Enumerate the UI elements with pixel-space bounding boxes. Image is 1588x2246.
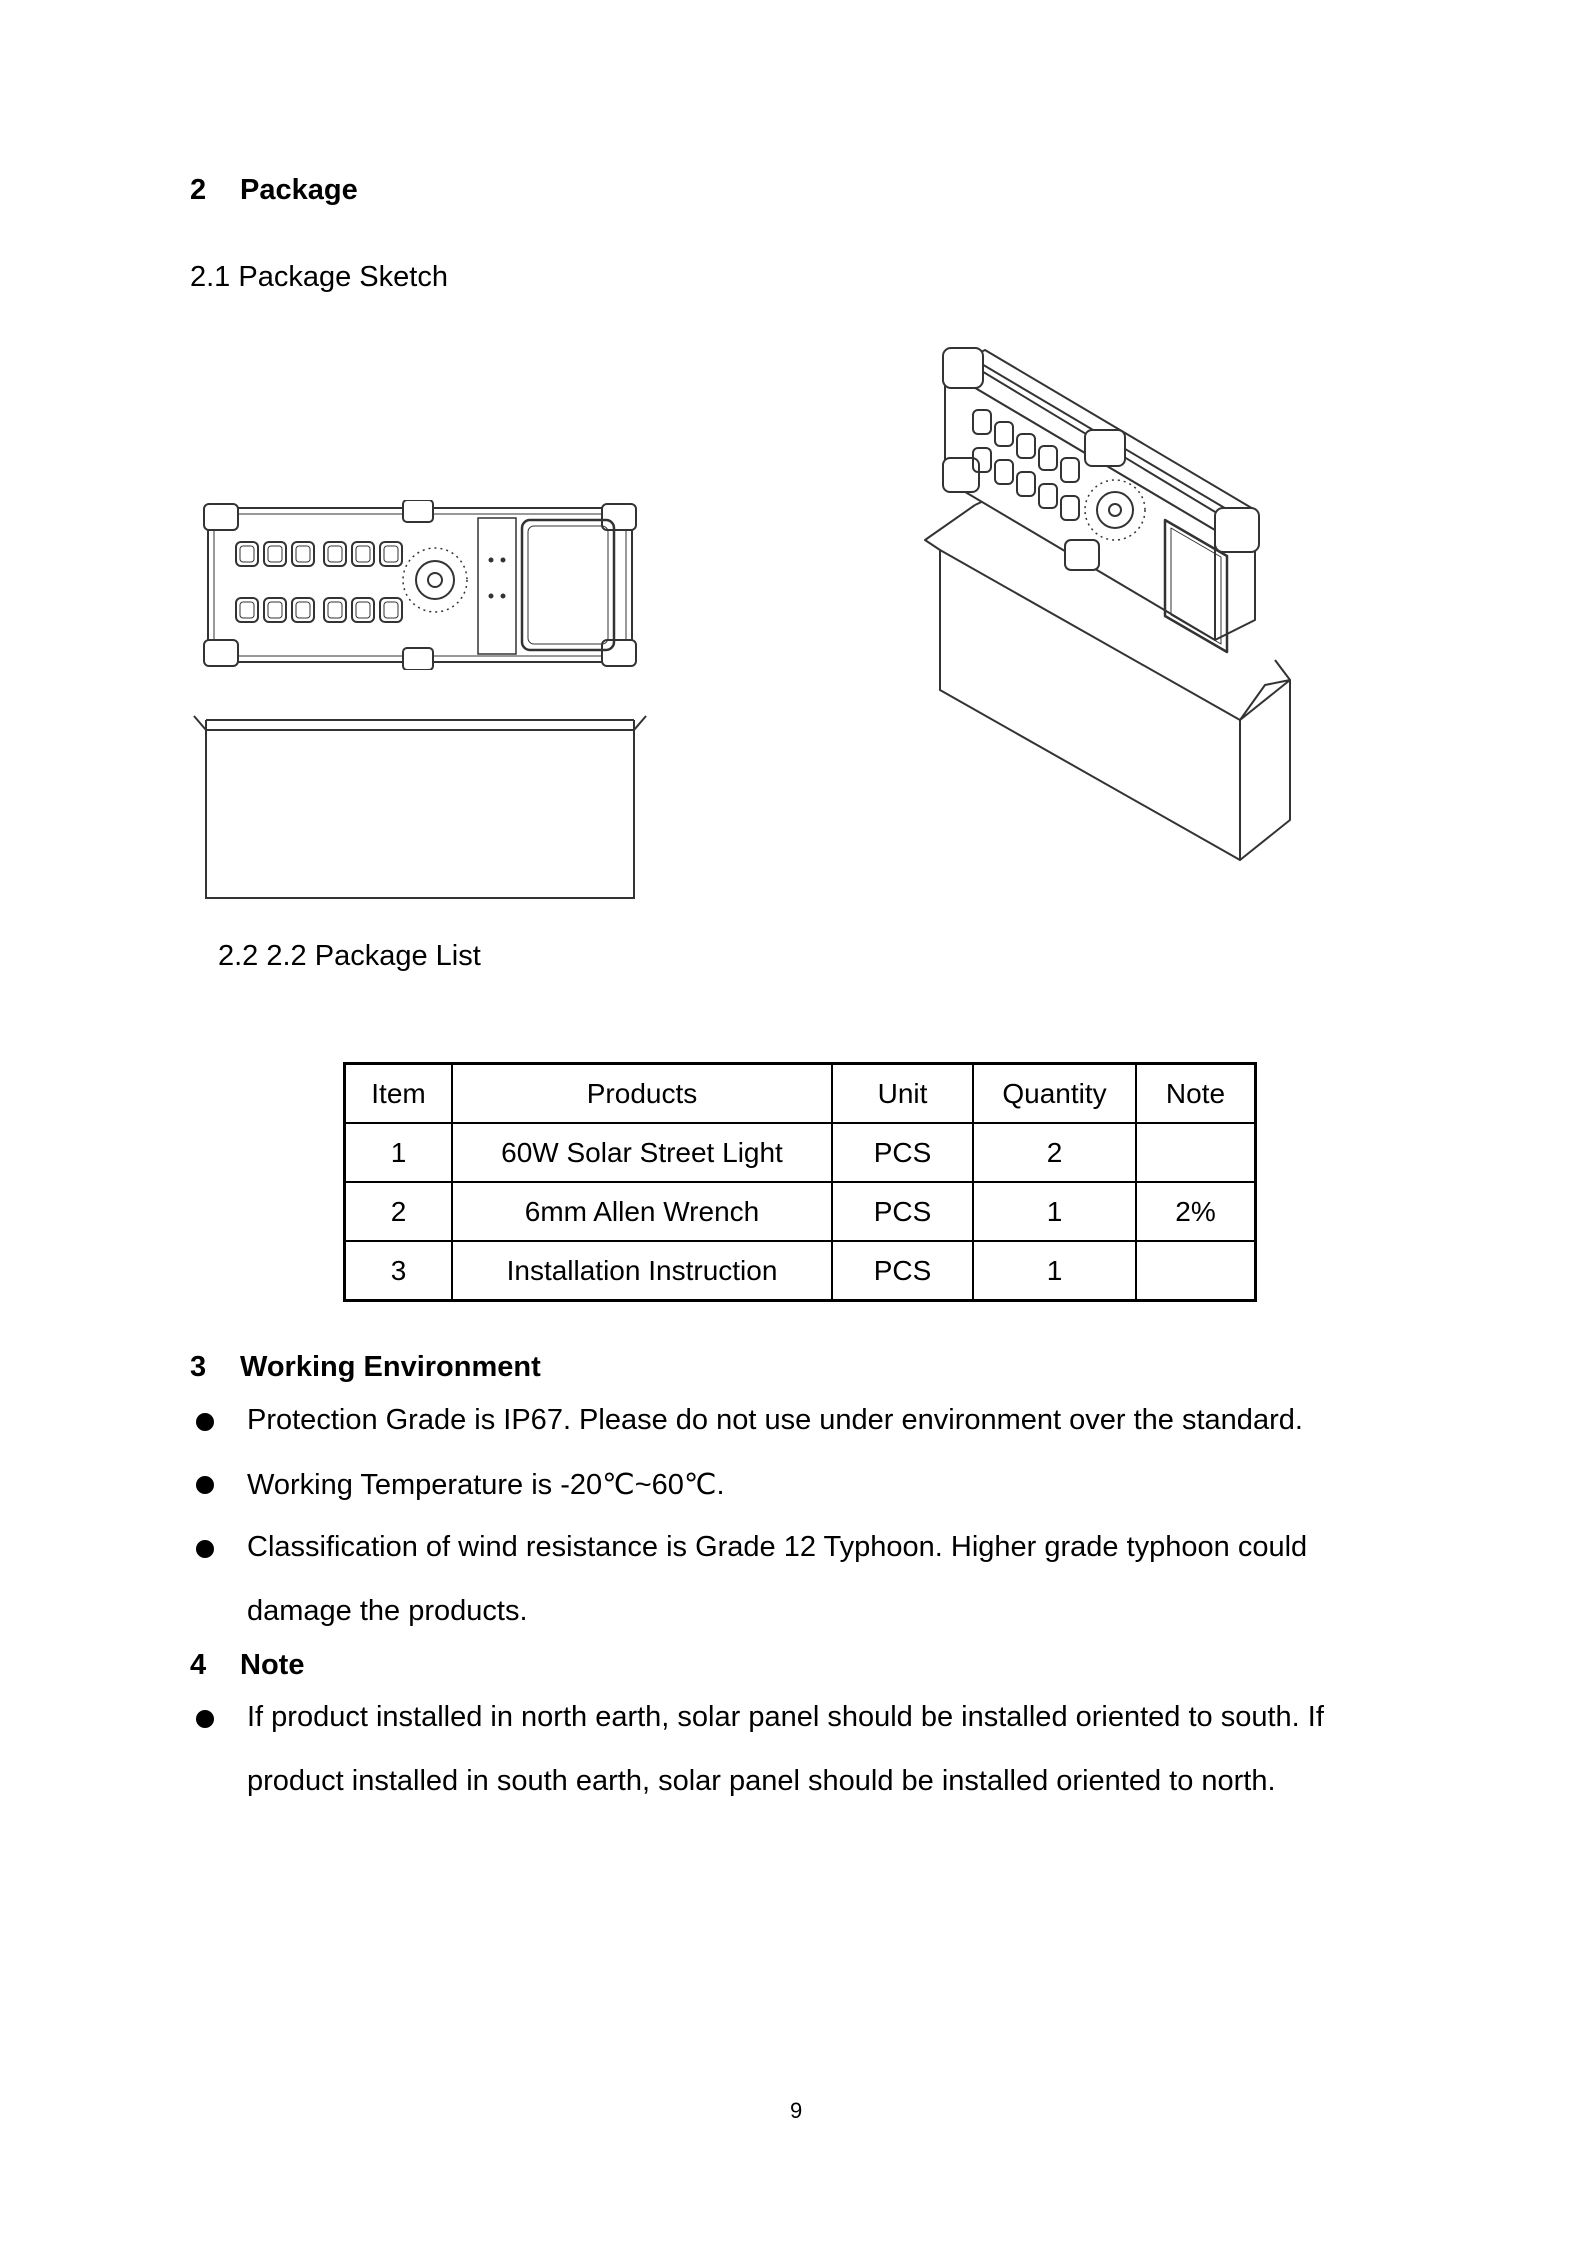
section-title: Package <box>240 174 358 206</box>
section-3-heading <box>190 1351 541 1384</box>
section-2-heading <box>190 174 358 207</box>
cell-note: 2% <box>1136 1182 1256 1241</box>
cell-item: 3 <box>345 1241 453 1301</box>
section-title: Working Environment <box>240 1351 541 1383</box>
header-item: Item <box>345 1064 453 1124</box>
cell-product: 60W Solar Street Light <box>452 1123 832 1182</box>
cell-unit: PCS <box>832 1182 973 1241</box>
cell-quantity: 2 <box>973 1123 1136 1182</box>
bullet-dot <box>196 1413 214 1431</box>
subsection-2-2-heading: 2.2 2.2 Package List <box>218 940 481 972</box>
bullet-dot <box>196 1476 214 1494</box>
table-row <box>345 1123 1256 1182</box>
header-quantity: Quantity <box>973 1064 1136 1124</box>
cell-quantity: 1 <box>973 1241 1136 1301</box>
bullet-text-continuation: product installed in south earth, solar panel should be installed oriented to north. <box>247 1765 1276 1797</box>
cell-item: 2 <box>345 1182 453 1241</box>
page-number: 9 <box>790 2098 803 2123</box>
subsection-2-1-heading: 2.1 Package Sketch <box>190 261 448 293</box>
bullet-text: Protection Grade is IP67. Please do not use under environment over the standard. <box>247 1404 1303 1436</box>
bullet-text-continuation: damage the products. <box>247 1595 528 1627</box>
section-number: 2 <box>190 174 207 206</box>
bullet-dot <box>196 1710 214 1728</box>
cell-unit: PCS <box>832 1123 973 1182</box>
table-row <box>345 1241 1256 1301</box>
header-unit: Unit <box>832 1064 973 1124</box>
table-row <box>345 1182 1256 1241</box>
box-front-view-drawing <box>190 710 650 900</box>
lamp-top-view-drawing <box>200 500 640 670</box>
section-number: 4 <box>190 1649 207 1681</box>
header-note: Note <box>1136 1064 1256 1124</box>
lamp-in-box-isometric-drawing <box>915 340 1305 870</box>
section-title: Note <box>240 1649 305 1681</box>
cell-quantity: 1 <box>973 1182 1136 1241</box>
cell-product: 6mm Allen Wrench <box>452 1182 832 1241</box>
cell-unit: PCS <box>832 1241 973 1301</box>
cell-item: 1 <box>345 1123 453 1182</box>
package-list-table <box>343 1062 1257 1302</box>
section-4-heading <box>190 1649 304 1682</box>
section-number: 3 <box>190 1351 207 1383</box>
table-header-row <box>345 1064 1256 1124</box>
bullet-dot <box>196 1540 214 1558</box>
bullet-text: Working Temperature is -20℃~60℃. <box>247 1469 725 1501</box>
header-products: Products <box>452 1064 832 1124</box>
cell-note <box>1136 1123 1256 1182</box>
bullet-text: If product installed in north earth, solar panel should be installed oriented to south. If <box>247 1701 1324 1733</box>
cell-product: Installation Instruction <box>452 1241 832 1301</box>
cell-note <box>1136 1241 1256 1301</box>
bullet-text: Classification of wind resistance is Grade 12 Typhoon. Higher grade typhoon could <box>247 1531 1308 1563</box>
